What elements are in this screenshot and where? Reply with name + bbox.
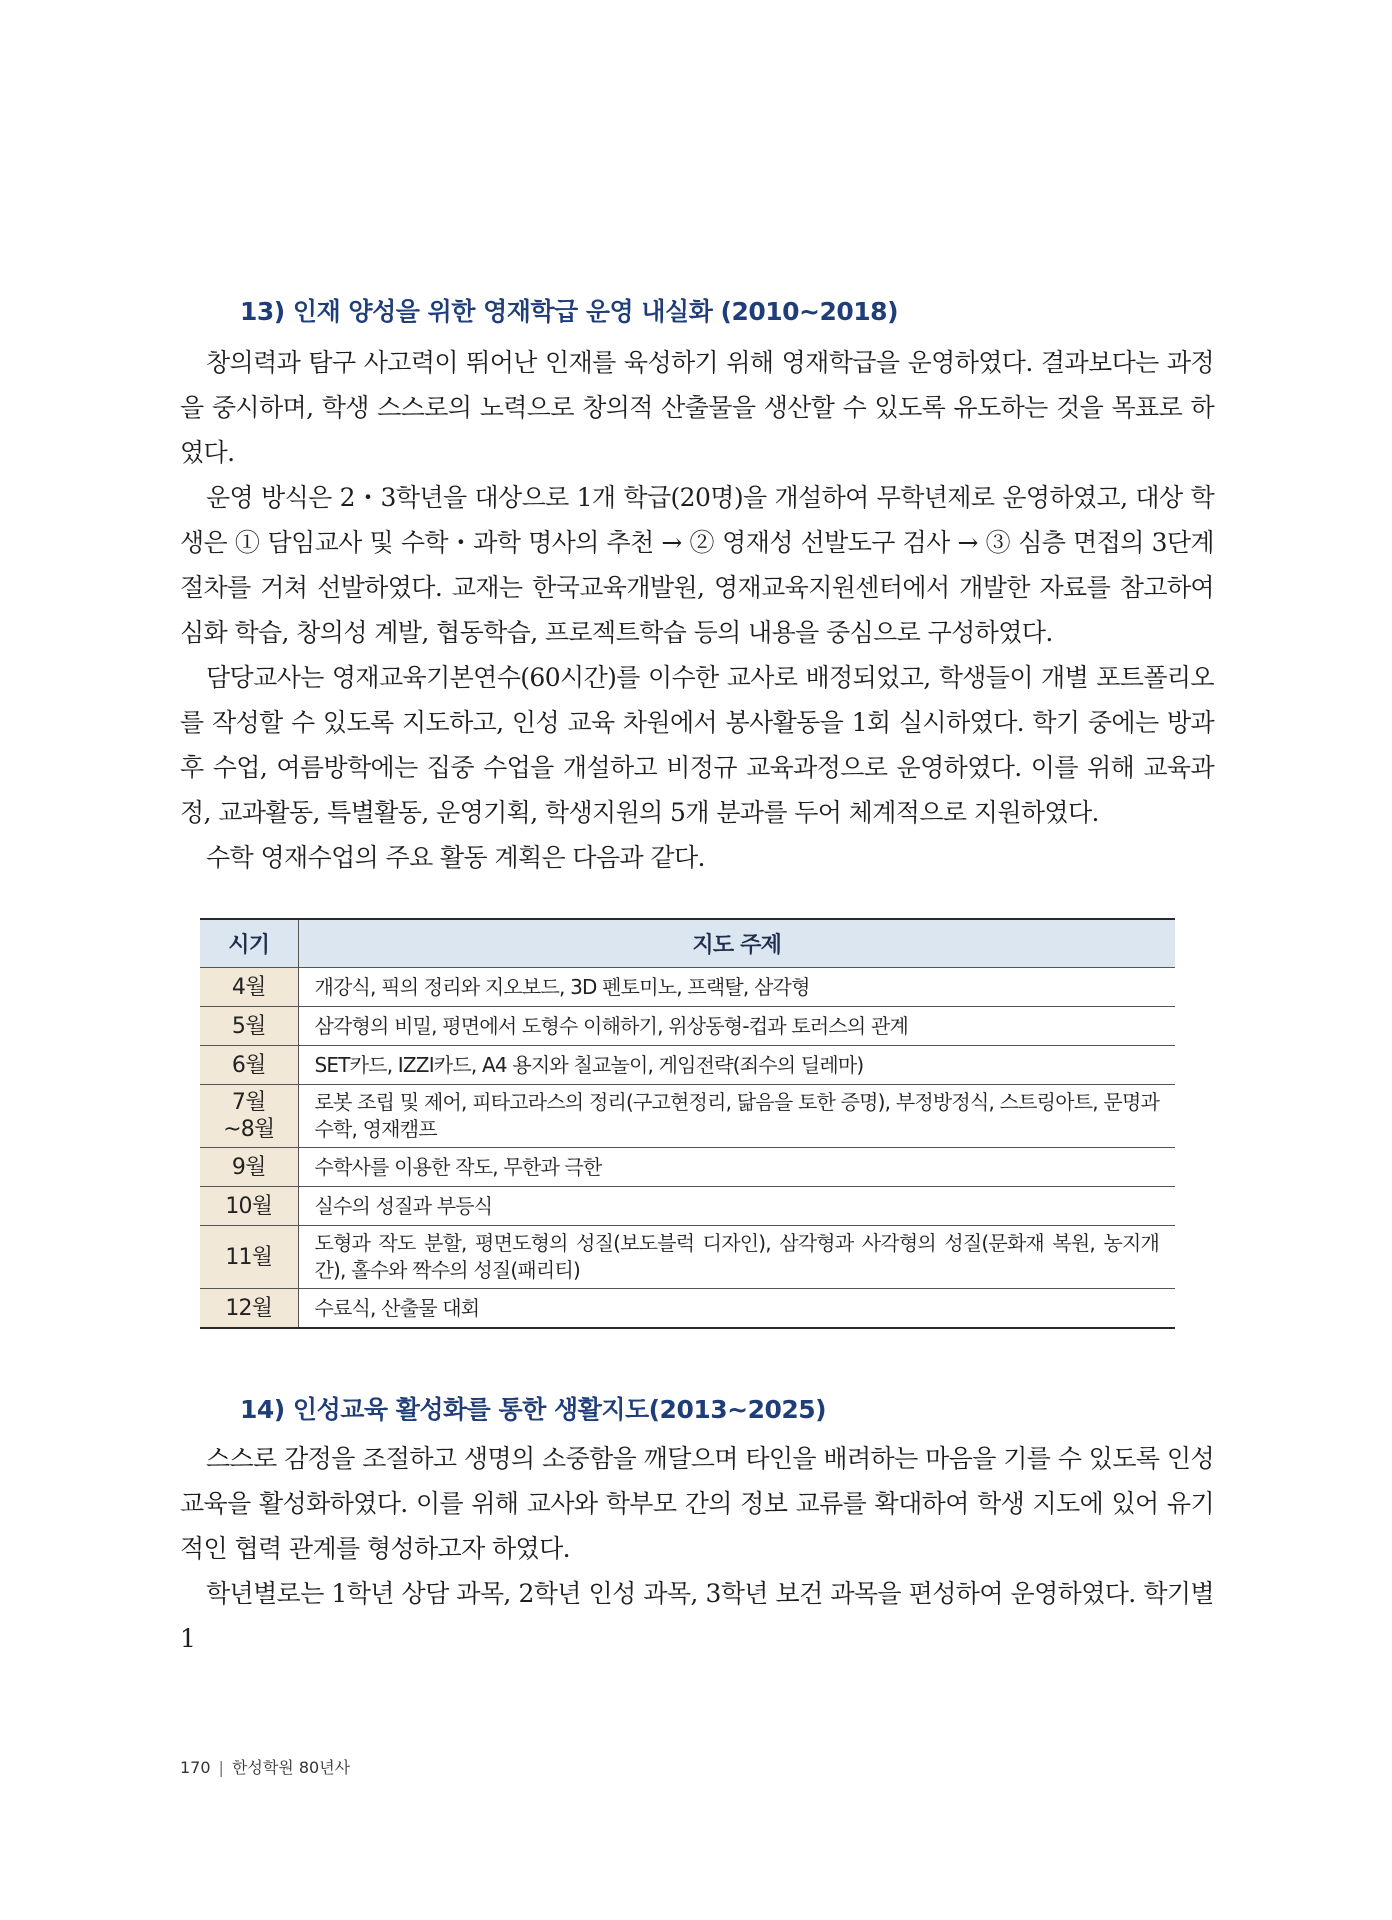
math-gifted-activity-table [200, 918, 1175, 1329]
paragraph: 운영 방식은 2・3학년을 대상으로 1개 학급(20명)을 개설하여 무학년제로 운영하였고, 대상 학생은 ① 담임교사 및 수학・과학 명사의 추천 → ② 영재성 선발도구 검사 → ③ 심층 면접의 3단계 절차를 거쳐 선발하였다. 교재는 한국교육개발원, 영재교육지원센터에서 개발한 자료를 참고하여 심화 학습, 창의성 계발, 협동학습, 프로젝트학습 등의 내용을 중심으로 구성하였다. [180, 483, 1214, 647]
table-header-row [200, 919, 1175, 968]
row-topic: 개강식, 픽의 정리와 지오보드, 3D 펜토미노, 프랙탈, 삼각형 [298, 968, 1175, 1007]
table-row [200, 1085, 1175, 1148]
row-period: 5월 [200, 1007, 298, 1046]
row-topic: 로봇 조립 및 제어, 피타고라스의 정리(구고현정리, 닮음을 토한 증명), 부정방정식, 스트링아트, 문명과 수학, 영재캠프 [298, 1085, 1175, 1148]
paragraph: 스스로 감정을 조절하고 생명의 소중함을 깨달으며 타인을 배려하는 마음을 기를 수 있도록 인성교육을 활성화하였다. 이를 위해 교사와 학부모 간의 정보 교류를 확대하여 학생 지도에 있어 유기적인 협력 관계를 형성하고자 하였다. [180, 1444, 1214, 1563]
page-footer [180, 1755, 350, 1778]
row-period: 10월 [200, 1187, 298, 1226]
section-13-body [180, 340, 1214, 880]
header-topic: 지도 주제 [298, 919, 1175, 968]
footer-separator: | [218, 1758, 224, 1777]
row-topic: 수학사를 이용한 작도, 무한과 극한 [298, 1148, 1175, 1187]
table-row [200, 1007, 1175, 1046]
paragraph: 학년별로는 1학년 상담 과목, 2학년 인성 과목, 3학년 보건 과목을 편성하여 운영하였다. 학기별 1 [180, 1579, 1214, 1653]
table-row [200, 1226, 1175, 1289]
row-topic: SET카드, IZZI카드, A4 용지와 칠교놀이, 게임전략(죄수의 딜레마) [298, 1046, 1175, 1085]
row-period: 6월 [200, 1046, 298, 1085]
table-row [200, 1187, 1175, 1226]
table-row [200, 1289, 1175, 1329]
row-topic: 수료식, 산출물 대회 [298, 1289, 1175, 1329]
row-period: 11월 [200, 1226, 298, 1289]
row-topic: 삼각형의 비밀, 평면에서 도형수 이해하기, 위상동형-컵과 토러스의 관계 [298, 1007, 1175, 1046]
paragraph: 담당교사는 영재교육기본연수(60시간)를 이수한 교사로 배정되었고, 학생들이 개별 포트폴리오를 작성할 수 있도록 지도하고, 인성 교육 차원에서 봉사활동을 1회 실시하였다. 학기 중에는 방과후 수업, 여름방학에는 집중 수업을 개설하고 비정규 교육과정으로 운영하였다. 이를 위해 교육과정, 교과활동, 특별활동, 운영기획, 학생지원의 5개 분과를 두어 체계적으로 지원하였다. [180, 663, 1214, 827]
table-row [200, 968, 1175, 1007]
row-period: 9월 [200, 1148, 298, 1187]
row-topic: 실수의 성질과 부등식 [298, 1187, 1175, 1226]
paragraph: 수학 영재수업의 주요 활동 계획은 다음과 같다. [206, 843, 705, 872]
paragraph: 창의력과 탐구 사고력이 뛰어난 인재를 육성하기 위해 영재학급을 운영하였다. 결과보다는 과정을 중시하며, 학생 스스로의 노력으로 창의적 산출물을 생산할 수 있도록 유도하는 것을 목표로 하였다. [180, 348, 1214, 467]
page-number: 170 [180, 1758, 211, 1777]
book-title: 한성학원 80년사 [231, 1758, 351, 1777]
section-14-body [180, 1436, 1214, 1661]
section-14-heading: 14) 인성교육 활성화를 통한 생활지도(2013~2025) [240, 1395, 827, 1424]
row-period [200, 1085, 298, 1148]
row-period: 12월 [200, 1289, 298, 1329]
table-row [200, 1046, 1175, 1085]
row-period: 4월 [200, 968, 298, 1007]
section-13-heading: 13) 인재 양성을 위한 영재학급 운영 내실화 (2010~2018) [240, 297, 899, 326]
row-topic: 도형과 작도 분할, 평면도형의 성질(보도블럭 디자인), 삼각형과 사각형의 성질(문화재 복원, 농지개간), 홀수와 짝수의 성질(패리티) [298, 1226, 1175, 1289]
header-period: 시기 [200, 919, 298, 968]
table-row [200, 1148, 1175, 1187]
row-period-text: 7월 ~8월 [223, 1090, 275, 1142]
